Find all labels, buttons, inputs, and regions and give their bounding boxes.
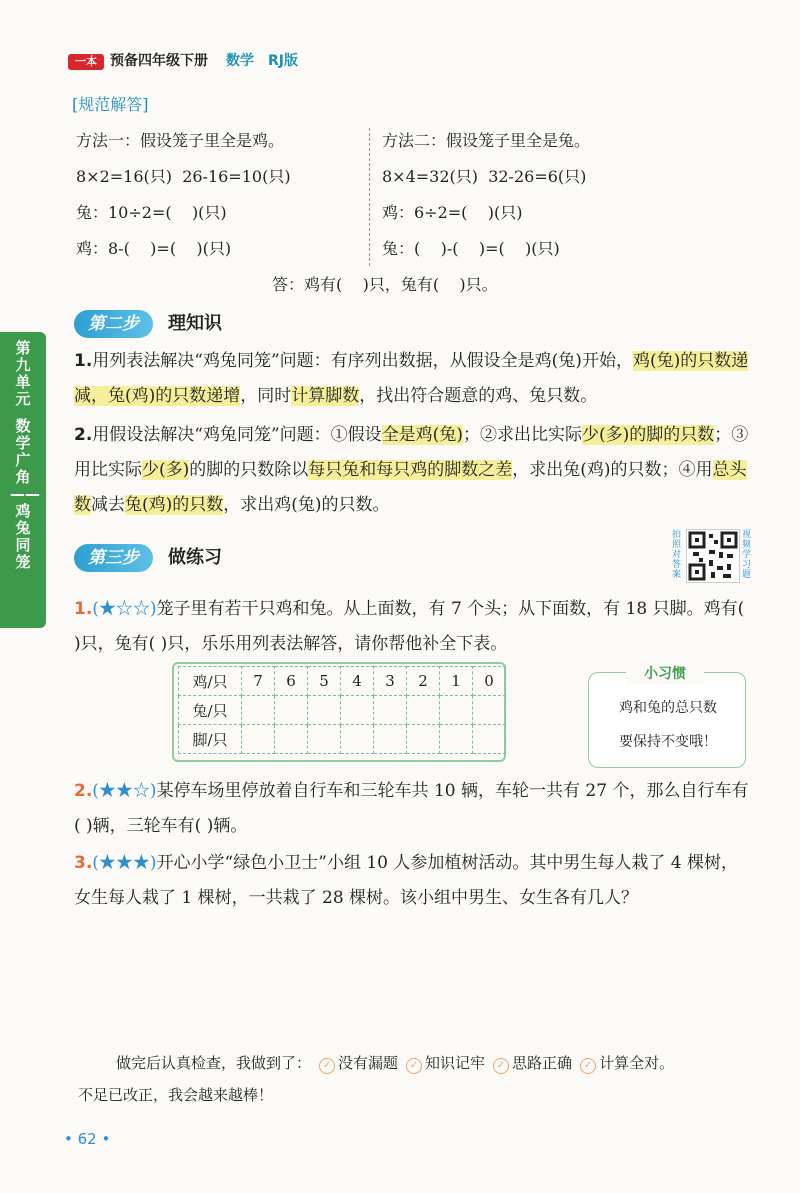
table-row	[179, 725, 506, 754]
table-cell: 2	[407, 667, 440, 696]
answer-cell[interactable]	[374, 725, 407, 754]
question-3: 3.(★★★)开心小学“绿色小卫士”小组 10 人参加植树活动。其中男生每人栽了 4 棵树，女生每人栽了 1 棵树，一共栽了 28 棵树。该小组中男生、女生各有几人？	[74, 853, 739, 908]
answer-cell[interactable]	[407, 696, 440, 725]
answer-cell[interactable]	[473, 725, 506, 754]
method1-line1: 方法一：假设笼子里全是鸡。	[76, 131, 285, 150]
habit-tip-box	[588, 672, 746, 768]
answer-cell[interactable]	[374, 696, 407, 725]
difficulty-stars: (★☆☆)	[92, 599, 157, 619]
answer-cell[interactable]	[275, 725, 308, 754]
table-row	[179, 667, 506, 696]
step2-badge: 第二步	[74, 310, 153, 338]
edition-label: RJ版	[268, 53, 298, 69]
row-header: 兔/只	[179, 696, 242, 725]
qr-caption-left: 拍照对答案	[672, 530, 682, 580]
table-cell: 3	[374, 667, 407, 696]
table-cell: 0	[473, 667, 506, 696]
qr-caption-right: 视频学习题	[742, 530, 752, 580]
table-cell: 4	[341, 667, 374, 696]
method2-line2: 8×4=32(只) 32-26=6(只)	[382, 167, 587, 186]
table-cell: 5	[308, 667, 341, 696]
habit-tip-line2: 要保持不变哦！	[619, 734, 717, 750]
question-2: 2.(★★☆)某停车场里停放着自行车和三轮车共 10 辆，车轮一共有 27 个，那么自行车有( )辆，三轮车有( )辆。	[74, 781, 749, 836]
answer-cell[interactable]	[275, 696, 308, 725]
method2-line3: 鸡：6÷2=( )(只)	[382, 203, 523, 222]
chicken-rabbit-table	[178, 666, 506, 754]
answer-cell[interactable]	[440, 696, 473, 725]
book-title: 预备四年级下册	[110, 53, 208, 69]
habit-tip-line1: 鸡和兔的总只数	[619, 700, 717, 716]
table-row	[179, 696, 506, 725]
method2-line4: 兔：( )-( )=( )(只)	[382, 239, 560, 258]
habit-tip-title: 小习惯	[626, 664, 704, 684]
solution-answer: 答：鸡有( )只，兔有( )只。	[272, 275, 498, 294]
method1-line3: 兔：10÷2=( )(只)	[76, 203, 227, 222]
answer-cell[interactable]	[473, 696, 506, 725]
solution-tag: [规范解答]	[72, 95, 149, 114]
table-cell: 7	[242, 667, 275, 696]
answer-cell[interactable]	[341, 696, 374, 725]
question-1: 1.(★☆☆)笼子里有若干只鸡和兔。从上面数，有 7 个头；从下面数，有 18 只脚。鸡有( )只，兔有( )只，乐乐用列表法解答，请你帮他补全下表。	[74, 599, 745, 654]
unit-label: 第九单元	[15, 339, 31, 408]
step3-title: 做练习	[168, 547, 222, 568]
method-divider	[369, 128, 370, 266]
table-cell: 1	[440, 667, 473, 696]
qr-code-icon[interactable]	[686, 529, 740, 583]
knowledge-point-2: 2.用假设法解决“鸡兔同笼”问题：①假设全是鸡(兔)；②求出比实际少(多)的脚的只数；③用比实际少(多)的脚的只数除以每只兔和每只鸡的脚数之差，求出兔(鸡)的只数；④用总头数减去兔(鸡)的只数，求出鸡(兔)的只数。	[74, 425, 749, 515]
difficulty-stars: (★★★)	[92, 853, 157, 873]
step3-badge: 第三步	[74, 544, 153, 572]
check-circle-icon[interactable]: ✓	[319, 1058, 335, 1074]
method1-line4: 鸡：8-( )=( )(只)	[76, 239, 232, 258]
table-cell: 6	[275, 667, 308, 696]
check-circle-icon[interactable]: ✓	[406, 1058, 422, 1074]
page-number: • 62 •	[64, 1130, 111, 1148]
answer-cell[interactable]	[308, 725, 341, 754]
check-circle-icon[interactable]: ✓	[493, 1058, 509, 1074]
answer-cell[interactable]	[308, 696, 341, 725]
answer-cell[interactable]	[242, 696, 275, 725]
brand-badge: 一本	[68, 54, 104, 70]
row-header: 鸡/只	[179, 667, 242, 696]
method1-line2: 8×2=16(只) 26-16=10(只)	[76, 167, 291, 186]
answer-cell[interactable]	[407, 725, 440, 754]
answer-cell[interactable]	[242, 725, 275, 754]
answer-cell[interactable]	[341, 725, 374, 754]
difficulty-stars: (★★☆)	[92, 781, 157, 801]
knowledge-point-1: 1.用列表法解决“鸡兔同笼”问题：有序列出数据，从假设全是鸡(兔)开始，鸡(兔)的只数递减，兔(鸡)的只数递增，同时计算脚数，找出符合题意的鸡、兔只数。	[74, 351, 749, 406]
method2-line1: 方法二：假设笼子里全是兔。	[382, 131, 591, 150]
self-check-line: 做完后认真检查，我做到了： ✓ 没有漏题 ✓ 知识记牢 ✓ 思路正确 ✓ 计算全对。	[116, 1054, 675, 1072]
step2-title: 理知识	[168, 313, 222, 334]
subject-label: 数学	[226, 53, 254, 69]
row-header: 脚/只	[179, 725, 242, 754]
check-circle-icon[interactable]: ✓	[580, 1058, 596, 1074]
answer-cell[interactable]	[440, 725, 473, 754]
self-check-line2: 不足已改正，我会越来越棒！	[78, 1086, 274, 1104]
topic-label: 数学广角——鸡兔同笼	[10, 417, 40, 571]
